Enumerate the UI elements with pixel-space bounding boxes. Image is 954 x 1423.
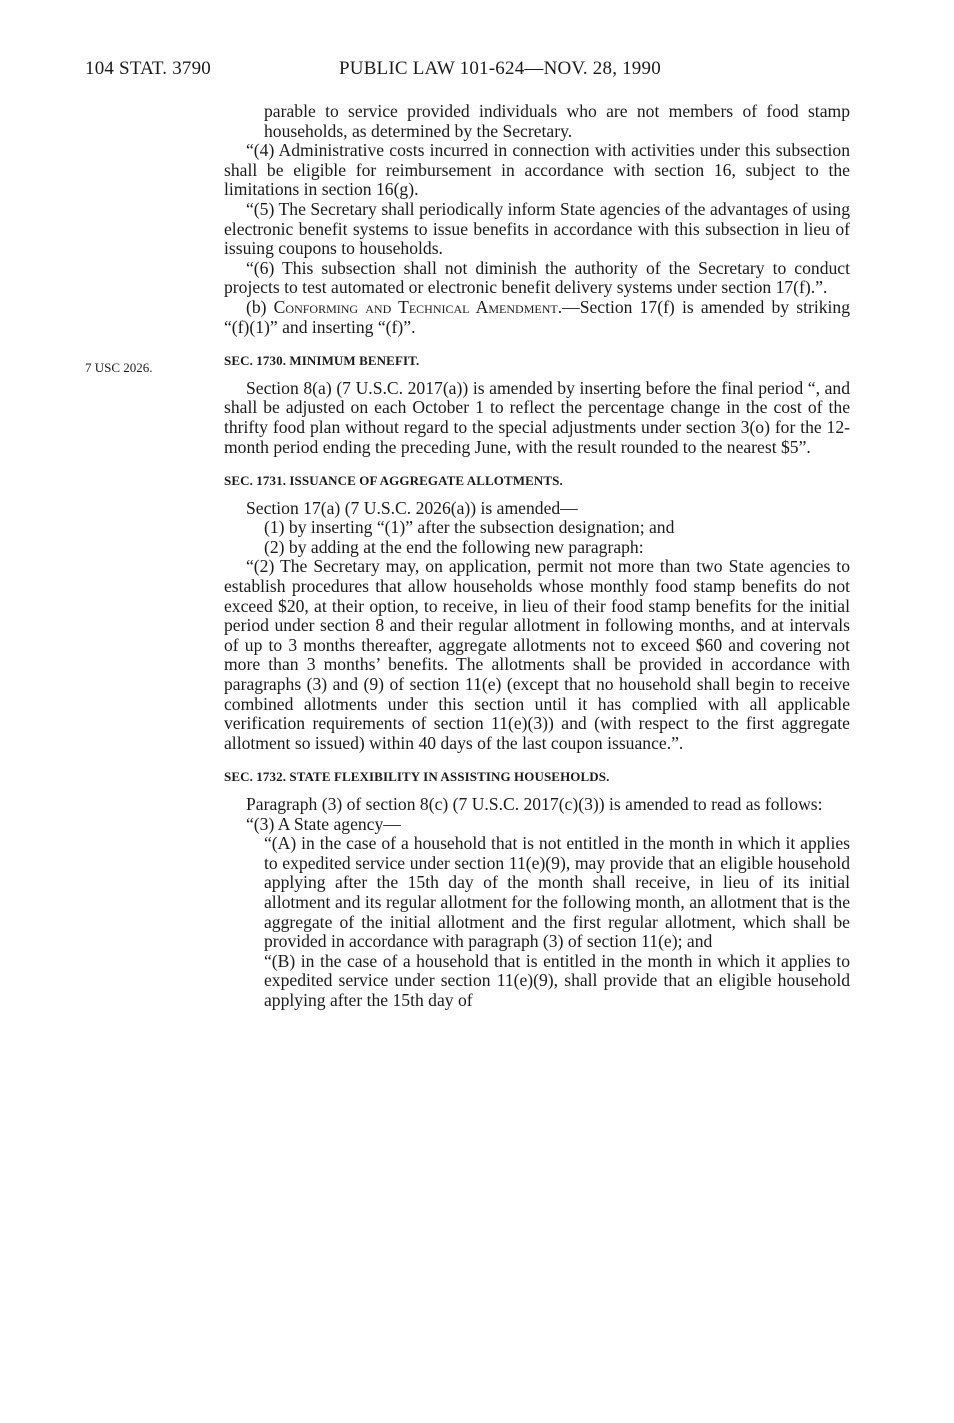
page-stat-number: 104 STAT. 3790 [85, 58, 212, 79]
paragraph: “(2) The Secretary may, on application, permit not more than two State agencies to establish procedures that allow households whose monthly food stamp benefits do not exceed $20, at their option, to receive, in lieu of their food stamp benefits for the initial period under section 8 and their regular allotment in following months, and at intervals of up to 3 months thereafter, aggregate allotments not to exceed $60 and covering not more than 3 months’ benefits. The allotments shall be provided in accordance with paragraphs (3) and (9) of section 11(e) (except that no household shall begin to receive combined allotments under this section until it has complied with all applicable verification requirements of section 11(e)(3)) and (with respect to the first aggregate allotment so issued) within 40 days of the last coupon issuance.”. [224, 556, 850, 753]
section-heading: SEC. 1730. MINIMUM BENEFIT. [224, 353, 420, 369]
section-heading: SEC. 1731. ISSUANCE OF AGGREGATE ALLOTMENTS. [224, 473, 563, 489]
paragraph: “(5) The Secretary shall periodically inform State agencies of the advantages of using electronic benefit systems to issue benefits in accordance with this subsection in lieu of issuing coupons to households. [224, 198, 850, 259]
subsection-heading: Conforming and Technical Amendment. [273, 296, 563, 317]
subsection-text: —Section 17(f) is amended by striking “(f)(1)” and inserting “(f)”. [224, 296, 850, 337]
paragraph: “(4) Administrative costs incurred in connection with activities under this subsection shall be eligible for reimbursement in accordance with section 16, subject to the limitations in section 16(g). [224, 140, 850, 200]
paragraph: “(6) This subsection shall not diminish the authority of the Secretary to conduct projects to test automated or electronic benefit delivery systems under section 17(f).”. [224, 257, 850, 298]
paragraph: parable to service provided individuals who are not members of food stamp households, as determined by the Secretary. [264, 101, 850, 141]
page-body [224, 102, 850, 1011]
paragraph: (2) by adding at the end the following new paragraph: [264, 536, 644, 557]
paragraph: Paragraph (3) of section 8(c) (7 U.S.C. 2017(c)(3)) is amended to read as follows: [246, 794, 823, 814]
paragraph: “(A) in the case of a household that is not entitled in the month in which it applies to expedited service under section 11(e)(9), may provide that an eligible household applying after the 15th day of the month shall receive, in lieu of its initial allotment and its regular allotment for the following month, an allotment that is the aggregate of the initial allotment and the first regular allotment, which shall be provided in accordance with paragraph (3) of section 11(e); and [264, 833, 850, 952]
paragraph: Section 8(a) (7 U.S.C. 2017(a)) is amended by inserting before the final period “, and shall be adjusted on each October 1 to reflect the percentage change in the cost of the thrifty food plan without regard to the special adjustments under section 3(o) for the 12-month period ending the preceding June, with the result rounded to the nearest $5”. [224, 377, 850, 457]
running-header: PUBLIC LAW 101-624—NOV. 28, 1990 [339, 58, 661, 79]
subsection-label: (b) [246, 296, 267, 317]
paragraph: “(3) A State agency— [246, 813, 401, 834]
margin-citation: 7 USC 2026. [85, 360, 153, 375]
section-heading: SEC. 1732. STATE FLEXIBILITY IN ASSISTING HOUSEHOLDS. [224, 769, 610, 785]
paragraph [224, 298, 850, 337]
paragraph: Section 17(a) (7 U.S.C. 2026(a)) is amended— [246, 497, 578, 518]
paragraph: (1) by inserting “(1)” after the subsection designation; and [264, 517, 675, 538]
paragraph: “(B) in the case of a household that is entitled in the month in which it applies to expedited service under section 11(e)(9), shall provide that an eligible household applying after the 15th day of [264, 950, 850, 1010]
